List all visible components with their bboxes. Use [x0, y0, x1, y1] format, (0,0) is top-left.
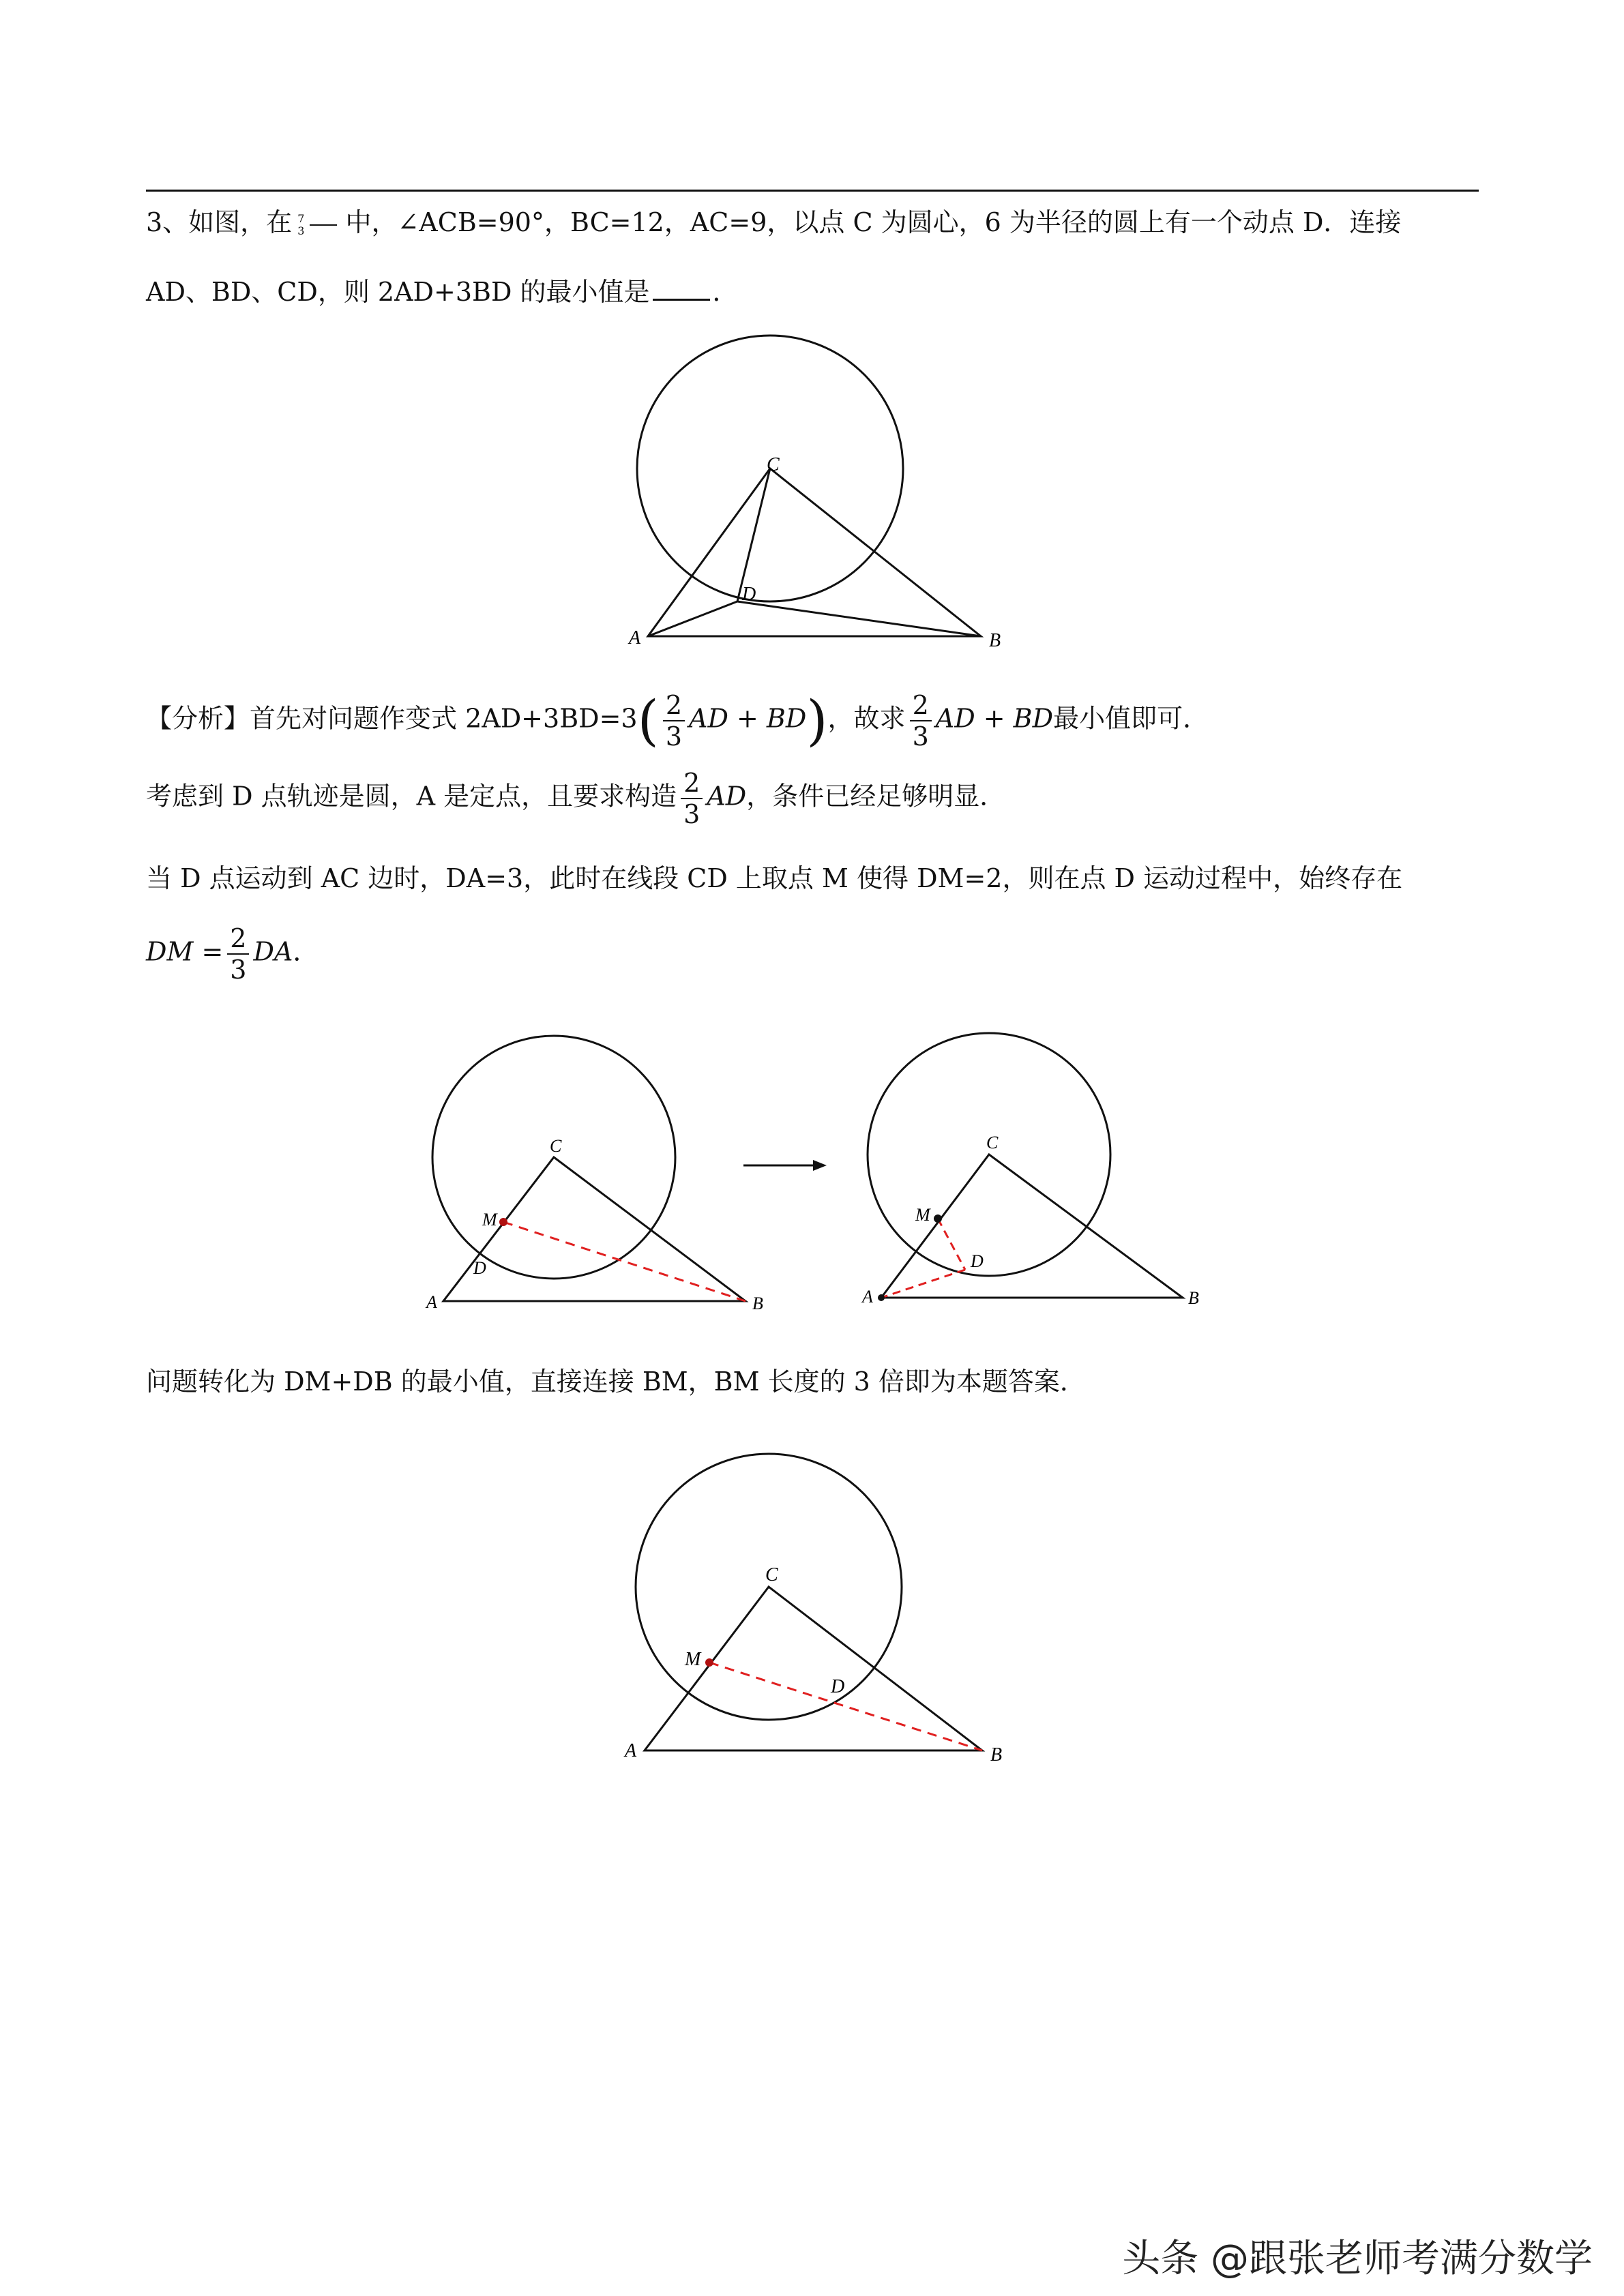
top-rule [146, 190, 1479, 192]
analysis-expr-c: AD + BD [935, 703, 1054, 734]
label-a-left: A [426, 1292, 437, 1312]
label-a-final: A [625, 1740, 637, 1761]
analysis-line-3 [146, 861, 1402, 896]
label-d-left: D [473, 1258, 486, 1278]
answer-blank [653, 299, 710, 301]
analysis-period: ． [293, 936, 319, 967]
triangle-right [881, 1154, 1183, 1298]
label-c-left: C [550, 1136, 562, 1156]
label-c-final: C [765, 1564, 778, 1585]
problem-line-1 [146, 205, 1401, 240]
label-b-left: B [752, 1294, 763, 1313]
analysis-line-5 [146, 1364, 1086, 1399]
segment-cd [737, 468, 770, 601]
point-m-left [499, 1218, 507, 1226]
label-m-left: M [482, 1210, 497, 1229]
label-c-right: C [986, 1133, 999, 1152]
analysis-expr-b: ，故求 [827, 703, 906, 734]
analysis-expr-a: 首先对问题作变式 2AD+3BD=3 [250, 703, 638, 734]
right-paren: ) [806, 689, 828, 752]
analysis-when: 当 D 点运动到 AC 边时，DA=3，此时在线段 CD 上取点 M 使得 DM=2，则在点 D 运动过程中，始终存在 [146, 863, 1403, 893]
analysis-line-4 [146, 923, 319, 985]
frac-1-num: 2 [663, 690, 685, 721]
problem-conditions: 中，∠ACB=90°，BC=12，AC=9，以点 C 为圆心，6 为半径的圆上有一个动点 D．连接 [345, 207, 1402, 237]
point-m-right [934, 1214, 942, 1223]
figure-2 [409, 1023, 1255, 1323]
analysis-line-2 [146, 768, 1005, 829]
problem-question: AD、BD、CD，则 2AD+3BD 的最小值是 [146, 277, 650, 307]
problem-period: ． [712, 277, 739, 307]
analysis-line-1 [146, 690, 1209, 751]
label-d: D [742, 584, 756, 605]
label-m-right: M [915, 1205, 930, 1225]
tiny-fraction [297, 213, 304, 237]
point-a-right [878, 1294, 885, 1301]
frac-2-num: 2 [910, 690, 932, 721]
label-a-right: A [862, 1287, 873, 1307]
fraction-1 [663, 690, 685, 751]
dashed-da-right [881, 1270, 965, 1298]
label-m-final: M [685, 1649, 701, 1670]
problem-line-2 [146, 274, 739, 310]
watermark: 头条 @跟张老师考满分数学 [1122, 2237, 1593, 2281]
label-b: B [989, 630, 1001, 651]
fraction-2 [910, 690, 932, 751]
fraction-4 [227, 923, 249, 985]
analysis-conditions: ，条件已经足够明显． [746, 781, 1006, 811]
frac-3-num: 2 [681, 768, 703, 799]
analysis-ad: AD [707, 781, 747, 811]
analysis-expr-d: 最小值即可． [1053, 703, 1209, 734]
problem-prefix: 3、如图，在 [146, 207, 293, 237]
analysis-conclusion: 问题转化为 DM+DB 的最小值，直接连接 BM，BM 长度的 3 倍即为本题答案． [146, 1367, 1086, 1397]
analysis-label: 【分析】 [146, 703, 250, 734]
analysis-dm: DM = [146, 936, 224, 967]
fraction-3 [681, 768, 703, 829]
frac-2-den: 3 [912, 721, 929, 751]
tiny-frac-num: 7 [297, 211, 305, 225]
tiny-frac-line [310, 224, 337, 226]
figure-1 [600, 334, 1023, 655]
arrow-icon [813, 1160, 827, 1171]
triangle-abc [648, 468, 981, 636]
label-b-final: B [990, 1744, 1003, 1765]
label-a: A [629, 627, 641, 648]
dashed-md-right [938, 1219, 965, 1270]
dashed-mb-left [503, 1222, 745, 1301]
analysis-da: DA [253, 936, 293, 967]
frac-1-den: 3 [665, 721, 683, 751]
label-b-right: B [1188, 1288, 1199, 1308]
frac-4-num: 2 [227, 923, 249, 955]
point-m-final [705, 1658, 713, 1667]
frac-3-den: 3 [683, 799, 700, 829]
analysis-consider: 考虑到 D 点轨迹是圆，A 是定点，且要求构造 [146, 781, 677, 811]
label-d-final: D [831, 1676, 845, 1697]
left-paren: ( [637, 689, 659, 752]
label-d-right: D [971, 1251, 984, 1271]
dashed-mb-final [709, 1663, 982, 1750]
figure-3 [600, 1439, 1023, 1780]
frac-4-den: 3 [230, 955, 247, 985]
tiny-frac-den: 3 [297, 224, 305, 237]
label-c: C [767, 454, 780, 475]
analysis-expr-inner: AD + BD [689, 703, 807, 734]
